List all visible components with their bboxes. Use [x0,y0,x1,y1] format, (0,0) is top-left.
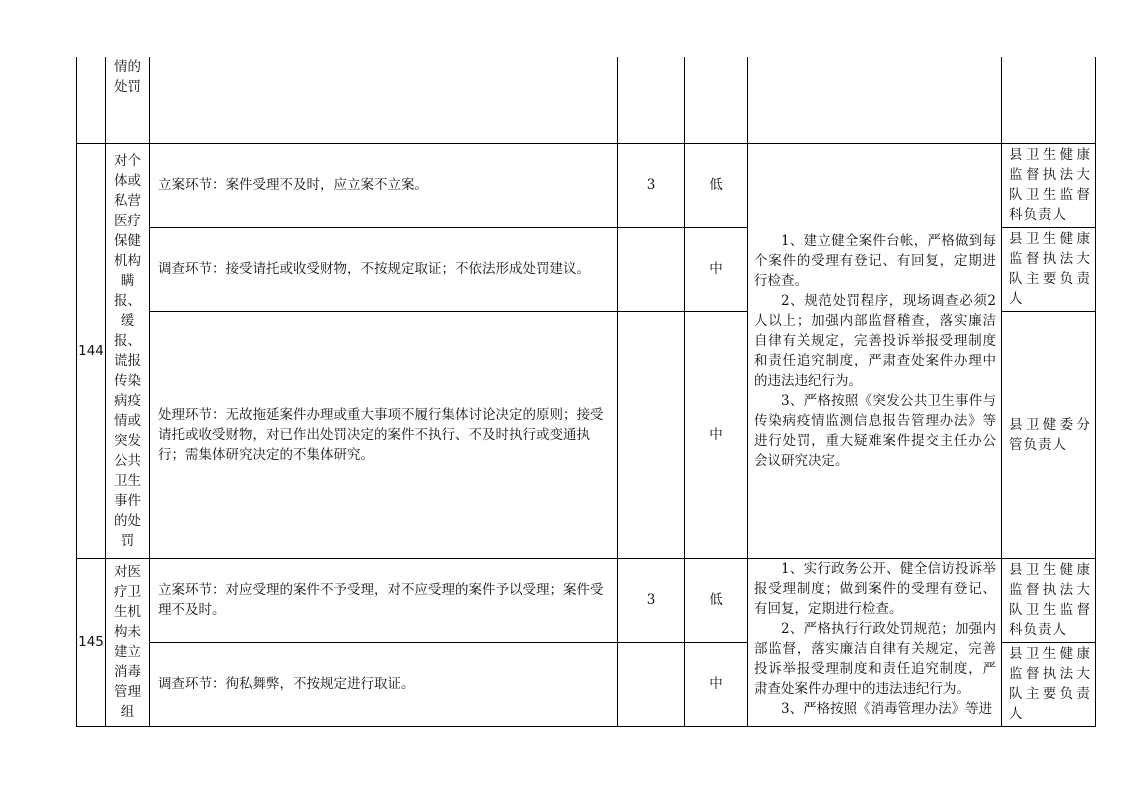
responsible-person: 县卫生健康监督执法大队卫生监督科负责人 [1002,558,1096,642]
prevention-measures [748,558,1002,726]
link-cell [150,57,618,143]
item-cell [106,57,150,143]
measure-item: 1、建立健全案件台帐，严格做到每个案件的受理有登记、有回复，定期进行检查。 [754,232,996,289]
risk-level: 中 [685,311,748,558]
risk-link: 调查环节：接受请托或收受财物，不按规定取证；不依法形成处罚建议。 [150,227,618,311]
risk-score [618,227,685,311]
risk-level: 低 [685,558,748,642]
measure-item: 2、规范处罚程序，现场调查必须2人以上；加强内部监督稽查，落实廉洁自律有关规定，完善投诉举报受理制度和责任追究制度，严肃查处案件办理中的违法违纪行为。 [754,292,996,389]
responsible-person: 县卫生健康监督执法大队主要负责人 [1002,642,1096,726]
risk-level: 中 [685,227,748,311]
item-tail: 情的处罚 [114,59,141,95]
responsible-person: 县卫生健康监督执法大队主要负责人 [1002,227,1096,311]
risk-level: 中 [685,642,748,726]
risk-level: 低 [685,143,748,227]
measure-item: 2、严格执行行政处罚规范；加强内部监督，落实廉洁自律有关规定，完善投诉举报受理制度和责任追究制度，严肃查处案件办理中的违法违纪行为。 [754,620,996,697]
measure-item: 3、严格按照《突发公共卫生事件与传染病疫情监测信息报告管理办法》等进行处罚，重大疑难案件提交主任办公会议研究决定。 [754,392,996,469]
measure-item: 1、实行政务公开、健全信访投诉举报受理制度；做到案件的受理有登记、有回复，定期进行检查。 [754,560,996,617]
risk-score [618,311,685,558]
table-row-continued [77,57,1096,143]
risk-link: 立案环节：对应受理的案件不予受理，对不应受理的案件予以受理；案件受理不及时。 [150,558,618,642]
item-number: 145 [77,558,106,726]
table-row [77,143,1096,227]
risk-score: 3 [618,143,685,227]
risk-table [76,57,1096,727]
item-number: 144 [77,143,106,558]
risk-score: 3 [618,558,685,642]
table-row [77,558,1096,642]
risk-link: 调查环节：徇私舞弊，不按规定进行取证。 [150,642,618,726]
resp-cell [1002,57,1096,143]
risk-score [618,642,685,726]
responsible-person: 县卫健委分管负责人 [1002,311,1096,558]
responsible-person: 县卫生健康监督执法大队卫生监督科负责人 [1002,143,1096,227]
prevention-measures [748,143,1002,558]
item-name: 对个体或私营医疗保健机构瞒报、缓报、谎报传染病疫情或突发公共卫生事件的处罚 [106,143,150,558]
measure-cell [748,57,1002,143]
risk-link: 立案环节：案件受理不及时，应立案不立案。 [150,143,618,227]
level-cell [685,57,748,143]
measure-item: 3、严格按照《消毒管理办法》等进 [781,700,993,717]
no-cell [77,57,106,143]
item-name: 对医疗卫生机构未建立消毒管理组 [106,558,150,726]
risk-link: 处理环节：无故拖延案件办理或重大事项不履行集体讨论决定的原则；接受请托或收受财物，对已作出处罚决定的案件不执行、不及时执行或变通执行；需集体研究决定的不集体研究。 [150,311,618,558]
score-cell [618,57,685,143]
